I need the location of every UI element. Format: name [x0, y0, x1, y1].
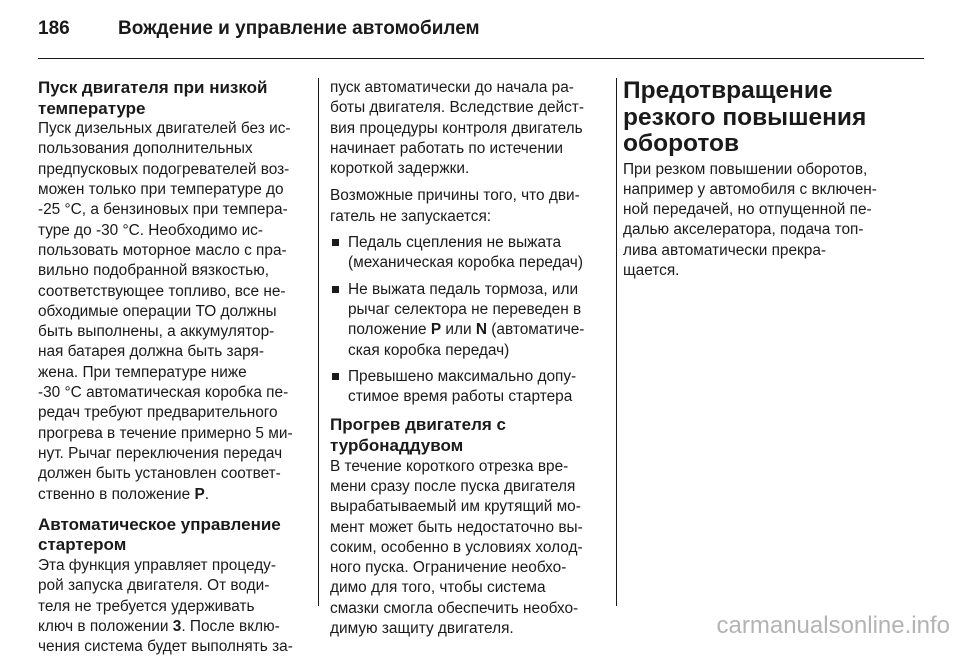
- column-2: [330, 78, 606, 639]
- bullet-square-icon: [332, 373, 339, 380]
- column-1: [38, 78, 310, 658]
- page-number: 186: [38, 18, 70, 39]
- reasons-list: [330, 233, 606, 407]
- list-item: Превышено максимально допу- стимое время работы стартера: [330, 367, 606, 408]
- paragraph-rpm-prevention: При резком повышении оборотов, например у автомобиля с включен- ной передачей, но отпущенной пе- далью акселератора, подача топ- лива автоматически прекра- щается.: [623, 160, 877, 279]
- list-item: Педаль сцепления не выжата (механическая коробка передач): [330, 233, 606, 274]
- paragraph-reasons: Возможные причины того, что дви- гатель не запускается:: [330, 187, 580, 225]
- section-heading-rpm-prevention: Предотвращение резкого повышения оборотов: [623, 77, 867, 157]
- header-rule: [38, 58, 924, 59]
- section-heading-turbo-warmup: Прогрев двигателя с турбонаддувом: [330, 415, 506, 456]
- paragraph-turbo-warmup: В течение короткого отрезка вре- мени сразу после пуска двигателя вырабатываемый им крутящий мо- мент может быть недостаточно вы- соким, особенно в условиях холод- ного пуска. Ограничение необхо- димо для того, чтобы система смазки смогла обеспечить необхо- димую защиту двигателя.: [330, 457, 583, 638]
- paragraph-cold-start: Пуск дизельных двигателей без ис- пользования дополнительных предпусковых подогревателей воз- можен только при температуре до -25 °C, а бензиновых при темпера- туре до -30 °C. Необходимо ис- пользовать моторное масло с пра- вильно подобранной вязкостью, соответствующее топливо, все не- обходимые операции ТО должны быть выполнены, а аккумулятор- ная батарея должна быть заря- жена. При температуре ниже -30 °C автоматическая коробка пе- редач требуют предварительного прогрева в течение примерно 5 ми- нут. Рычаг переключения передач должен быть установлен соответ- ственно в положение P.: [38, 120, 293, 503]
- column-3: [623, 78, 913, 281]
- page-header: [38, 18, 480, 40]
- paragraph-auto-starter: Эта функция управляет процеду- рой запуска двигателя. От води- теля не требуется удерживать ключ в положении 3. После вклю- чения система будет выполнять за-: [38, 557, 293, 656]
- section-heading-cold-start: Пуск двигателя при низкой температуре: [38, 78, 268, 118]
- column-divider: [616, 78, 617, 606]
- chapter-title: Вождение и управление автомобилем: [118, 18, 480, 39]
- column-divider: [318, 78, 319, 606]
- bullet-square-icon: [332, 239, 339, 246]
- section-heading-auto-starter: Автоматическое управление стартером: [38, 514, 281, 555]
- bullet-square-icon: [332, 286, 339, 293]
- watermark: carmanualsonline.info: [716, 612, 950, 639]
- list-item: Не выжата педаль тормоза, или рычаг селектора не переведен в положение P или N (автоматиче- ская коробка передач): [330, 280, 606, 361]
- paragraph-continued: пуск автоматически до начала ра- боты двигателя. Вследствие дейст- вия процедуры контроля двигатель начинает работать по истечении короткой задержки.: [330, 79, 584, 178]
